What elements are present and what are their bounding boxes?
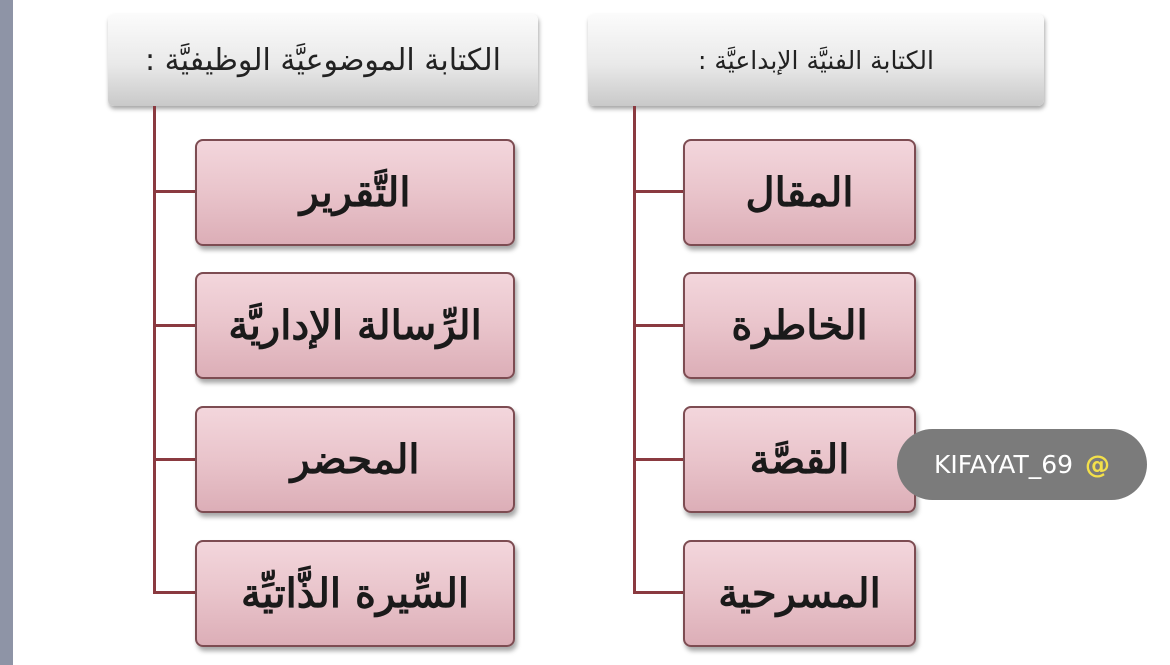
watermark-text: KIFAYAT_69 [933, 450, 1074, 479]
left-connector-4 [153, 591, 195, 594]
left-connector-3 [153, 458, 195, 461]
right-connector-2 [633, 324, 683, 327]
right-group-trunk-line [633, 106, 636, 593]
left-item-1: التَّقرير [195, 139, 515, 246]
right-item-2: الخاطرة [683, 272, 916, 379]
left-group-trunk-line [153, 106, 156, 593]
right-item-3: القصَّة [683, 406, 916, 513]
watermark-badge [897, 429, 1147, 500]
at-sign-icon: @ [1085, 450, 1111, 479]
right-group-title: الكتابة الفنيَّة الإبداعيَّة : [588, 14, 1044, 106]
right-connector-3 [633, 458, 683, 461]
left-connector-1 [153, 190, 195, 193]
left-connector-2 [153, 324, 195, 327]
left-item-3: المحضر [195, 406, 515, 513]
right-item-4: المسرحية [683, 540, 916, 647]
left-group-title: الكتابة الموضوعيَّة الوظيفيَّة : [108, 14, 538, 106]
right-connector-4 [633, 591, 683, 594]
left-item-4: السِّيرة الذَّاتيِّة [195, 540, 515, 647]
right-connector-1 [633, 190, 683, 193]
left-item-2: الرِّسالة الإداريَّة [195, 272, 515, 379]
left-edge-strip [0, 0, 13, 665]
right-item-1: المقال [683, 139, 916, 246]
